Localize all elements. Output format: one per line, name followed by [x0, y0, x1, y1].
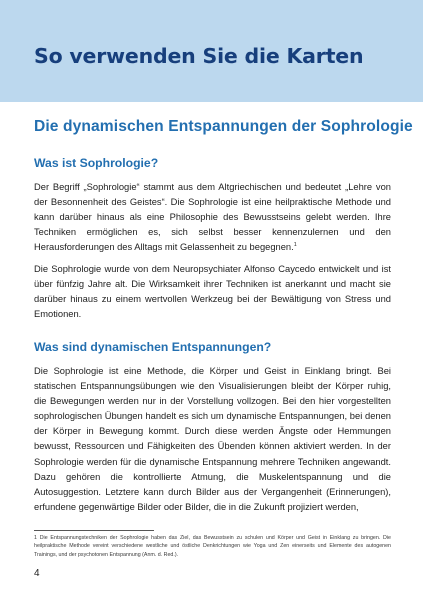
header-band	[0, 0, 423, 102]
footnote-marker: 1	[293, 242, 297, 249]
section-title: Die dynamischen Entspannungen der Sophrologie	[34, 118, 413, 135]
paragraph-definition-text: Der Begriff „Sophrologie“ stammt aus dem Altgriechischen und bedeutet „Lehre von der Besonnenheit des Geistes“. Die Sophrologie ist eine heilpraktische Methode und kann darüber hinaus als eine Philosophie des Bewusstseins gelebt werden. Ihre Techniken ermöglichen es, sich selbst besser kennenzulernen und den Herausforderungen des Alltags mit Gelassenheit zu begegnen.	[34, 182, 391, 253]
page-title: So verwenden Sie die Karten	[34, 44, 364, 68]
paragraph-method: Die Sophrologie ist eine Methode, die Körper und Geist in Einklang bringt. Bei statischen Entspannungsübungen wie den Visualisierungen bleibt der Körper ruhig, die Bewegungen werden nur in der Vorstellung vollzogen. Bei den hier vorgestellten sophrologischen Übungen handelt es sich um dynamische Entspannungen, bei denen der Körper in Bewegung kommt. Durch diese werden Ängste oder Hemmungen bewusst, Ressourcen und Fähigkeiten des Übenden können aktiviert werden. In der Sophrologie werden für die dynamische Entspannung mehrere Techniken angewandt. Dazu gehören die kontrollierte Atmung, die Muskelentspannung und die Autosuggestion. Letztere kann durch Bilder aus der Vergangenheit (Erinnerungen), erfundene gegenwärtige Bilder oder Bilder, die in die Zukunft projiziert werden,	[34, 366, 391, 512]
paragraph-history: Die Sophrologie wurde von dem Neuropsychiater Alfonso Caycedo entwickelt und ist über fünfzig Jahre alt. Die Wirksamkeit ihrer Techniken ist anerkannt und macht sie darüber hinaus zu einem wertvollen Werkzeug bei der Bewältigung von Stress und Emotionen.	[34, 264, 391, 320]
subheading-dynamische-entspannungen: Was sind dynamischen Entspannungen?	[34, 340, 272, 354]
footnote-divider	[34, 530, 154, 531]
paragraph-definition	[34, 180, 391, 255]
subheading-was-ist-sophrologie: Was ist Sophrologie?	[34, 156, 159, 170]
page-number: 4	[34, 568, 40, 579]
footnote: 1 Die Entspannungstechniken der Sophrologie haben das Ziel, das Bewusstsein zu schulen und Körper und Geist in Einklang zu bringen. Die heilpraktische Methode vereint verschiedene westliche und östliche Denkrichtungen wie Yoga und Zen einerseits und Elemente des autogenen Trainings, und der psychotonen Entspannung (Anm. d. Red.).	[34, 535, 391, 558]
